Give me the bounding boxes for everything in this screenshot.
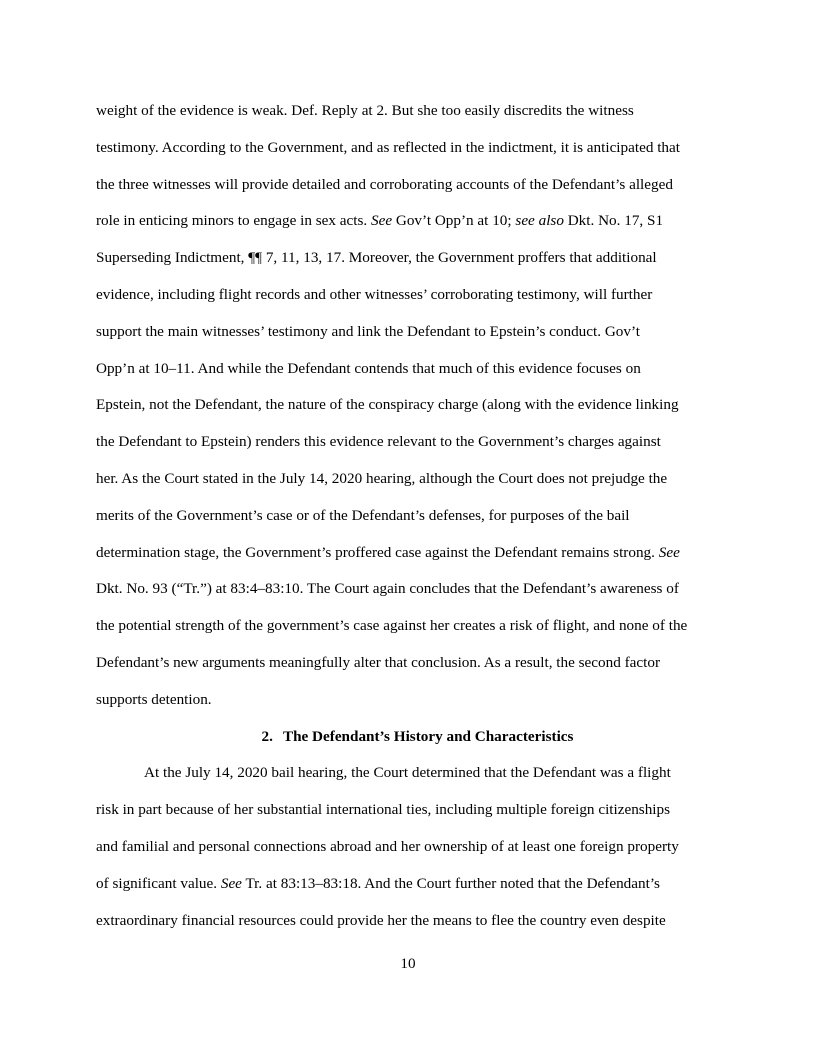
text-line: [96, 792, 721, 829]
text-segment: Epstein, not the Defendant, the nature of the conspiracy charge (along with the evidence linking: [96, 396, 679, 414]
italic-signal: See: [220, 874, 242, 892]
text-segment: Tr. at 83:13–83:18. And the Court further noted that the Defendant’s: [241, 874, 660, 892]
text-segment: role in enticing minors to engage in sex acts.: [96, 212, 371, 230]
text-line: [96, 167, 721, 204]
text-line: [96, 203, 721, 240]
document-body: [96, 93, 721, 939]
text-line: [96, 277, 721, 314]
text-line: [96, 130, 721, 167]
text-line: [96, 535, 721, 572]
text-segment: weight of the evidence is weak. Def. Reply at 2. But she too easily discredits the witness: [96, 102, 634, 119]
text-line: [96, 461, 721, 498]
text-line: [96, 387, 721, 424]
text-segment: the Defendant to Epstein) renders this evidence relevant to the Government’s charges against: [96, 433, 661, 451]
text-line: [96, 645, 721, 682]
text-line: [96, 903, 721, 940]
text-line: [96, 498, 721, 535]
text-segment: support the main witnesses’ testimony and link the Defendant to Epstein’s conduct. Gov’t: [96, 322, 640, 340]
text-line: [96, 240, 721, 277]
text-line: [96, 866, 721, 903]
text-segment: merits of the Government’s case or of the Defendant’s defenses, for purposes of the bail: [96, 506, 630, 524]
text-line: [96, 682, 721, 719]
text-line: [96, 93, 721, 130]
text-segment: of significant value.: [96, 874, 221, 892]
text-segment: determination stage, the Government’s proffered case against the Defendant remains strong.: [96, 543, 659, 561]
section-heading: [96, 719, 721, 756]
text-line: [96, 571, 721, 608]
text-segment: the potential strength of the government’s case against her creates a risk of flight, and none of the: [96, 617, 688, 635]
text-segment: her. As the Court stated in the July 14, 2020 hearing, although the Court does not prejudge the: [96, 469, 668, 487]
italic-signal: See: [371, 212, 393, 230]
text-segment: and familial and personal connections abroad and her ownership of at least one foreign property: [96, 837, 679, 855]
text-segment: supports detention.: [96, 690, 212, 708]
text-line: [96, 829, 721, 866]
italic-signal: see also: [515, 212, 564, 230]
page-number: 10: [400, 955, 416, 972]
text-line: [96, 608, 721, 645]
section-heading-number: 2.: [261, 727, 273, 745]
section-heading-title: The Defendant’s History and Characteristics: [282, 727, 574, 745]
text-segment: extraordinary financial resources could provide her the means to flee the country even despite: [96, 911, 666, 929]
text-segment: the three witnesses will provide detailed and corroborating accounts of the Defendant’s alleged: [96, 175, 673, 193]
text-segment: risk in part because of her substantial international ties, including multiple foreign citizenships: [96, 801, 671, 819]
italic-signal: See: [658, 543, 680, 561]
text-segment: evidence, including flight records and other witnesses’ corroborating testimony, will further: [96, 285, 653, 303]
text-segment: Opp’n at 10–11. And while the Defendant contends that much of this evidence focuses on: [96, 359, 641, 377]
text-line: [96, 351, 721, 388]
text-segment: At the July 14, 2020 bail hearing, the Court determined that the Defendant was a flight: [144, 764, 671, 782]
text-segment: Dkt. No. 93 (“Tr.”) at 83:4–83:10. The Court again concludes that the Defendant’s awareness of: [96, 580, 679, 598]
text-segment: Superseding Indictment, ¶¶ 7, 11, 13, 17. Moreover, the Government proffers that additional: [96, 249, 657, 267]
text-line: [96, 424, 721, 461]
text-segment: testimony. According to the Government, and as reflected in the indictment, it is anticipated that: [96, 138, 680, 156]
text-segment: Dkt. No. 17, S1: [563, 212, 664, 230]
text-line: [96, 755, 721, 792]
text-segment: Defendant’s new arguments meaningfully alter that conclusion. As a result, the second factor: [96, 653, 661, 671]
paragraph-evidence-weight: [96, 93, 721, 719]
text-line: [96, 314, 721, 351]
paragraph-history-characteristics: [96, 755, 721, 939]
text-segment: Gov’t Opp’n at 10;: [392, 212, 516, 230]
